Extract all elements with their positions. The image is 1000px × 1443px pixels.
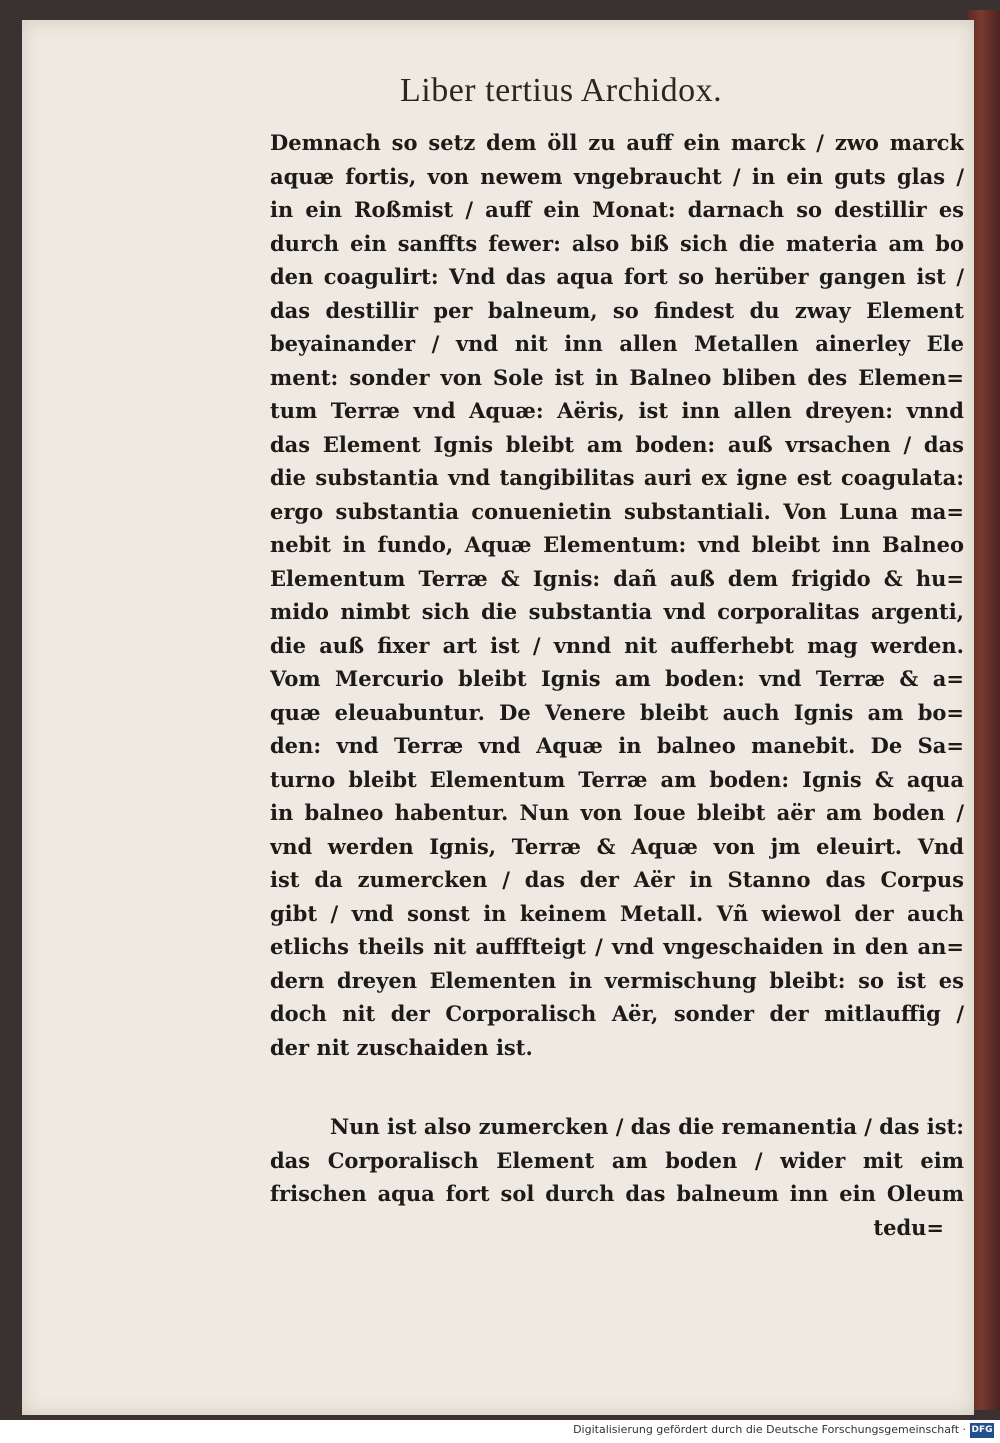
paragraph-gap	[270, 1064, 964, 1110]
text-line: aquæ fortis, von newem vngebraucht / in ein guts glas /	[270, 163, 964, 189]
text-line: Demnach so setz dem öll zu auff ein marck / zwo marck	[270, 130, 964, 155]
text-line: die substantia vnd tangibilitas auri ex igne est coagulata:	[270, 465, 964, 490]
text-line: quæ eleuabuntur. De Venere bleibt auch Ignis am bo=	[270, 699, 964, 725]
catchword: tedu=	[873, 1214, 944, 1240]
text-line: in ein Roßmist / auff ein Monat: darnach so destillir es	[270, 197, 964, 222]
text-line: Elementum Terræ & Ignis: dañ auß dem frigido & hu=	[270, 565, 964, 591]
text-line: ist da zumercken / das der Aër in Stanno das Corpus	[270, 867, 964, 892]
text-line: das Corporalisch Element am boden / wider mit eim	[270, 1147, 964, 1173]
text-line: ergo substantia conuenietin substantiali. Von Luna ma=	[270, 498, 964, 524]
text-line: den: vnd Terræ vnd Aquæ in balneo manebit. De Sa=	[270, 733, 964, 758]
text-line: durch ein sanffts fewer: also biß sich die materia am bo	[270, 230, 964, 256]
text-line: beyainander / vnd nit inn allen Metallen ainerley Ele	[270, 331, 964, 356]
text-line: turno bleibt Elementum Terræ am boden: Ignis & aqua	[270, 766, 964, 792]
footer-credit: Digitalisierung gefördert durch die Deutsche Forschungsgemeinschaft ·	[573, 1423, 966, 1436]
text-line: nebit in fundo, Aquæ Elementum: vnd bleibt inn Balneo	[270, 532, 964, 557]
text-line: doch nit der Corporalisch Aër, sonder der mitlauffig /	[270, 1001, 964, 1026]
text-line: tum Terræ vnd Aquæ: Aëris, ist inn allen dreyen: vnnd	[270, 398, 964, 423]
text-line: Nun ist also zumercken / das die remanentia / das ist:	[330, 1114, 964, 1139]
text-line: Vom Mercurio bleibt Ignis am boden: vnd Terræ & a=	[270, 666, 964, 691]
text-line: dern dreyen Elementen in vermischung bleibt: so ist es	[270, 967, 964, 993]
text-line: das Element Ignis bleibt am boden: auß vrsachen / das	[270, 431, 964, 457]
text-line: das destillir per balneum, so findest du zway Element	[270, 297, 964, 323]
body-text	[270, 126, 964, 1244]
text-line: der nit zuschaiden ist.	[270, 1034, 533, 1060]
text-line: die auß fixer art ist / vnnd nit aufferhebt mag werden.	[270, 632, 964, 658]
text-line: ment: sonder von Sole ist in Balneo bliben des Elemen=	[270, 364, 964, 390]
footer-bar	[0, 1420, 1000, 1443]
text-line: frischen aqua fort sol durch das balneum inn ein Oleum	[270, 1181, 964, 1206]
dfg-logo: DFG	[970, 1423, 994, 1438]
text-line: den coagulirt: Vnd das aqua fort so herüber gangen ist /	[270, 264, 964, 289]
text-line: etlichs theils nit aufffteigt / vnd vngeschaiden in den an=	[270, 934, 964, 959]
text-line: vnd werden Ignis, Terræ & Aquæ von jm eleuirt. Vnd	[270, 833, 964, 859]
text-line: in balneo habentur. Nun von Ioue bleibt aër am boden /	[270, 800, 964, 825]
text-line: gibt / vnd sonst in keinem Metall. Vñ wiewol der auch	[270, 900, 964, 926]
running-head: Liber tertius Archidox.	[400, 72, 723, 109]
text-line: mido nimbt sich die substantia vnd corporalitas argenti,	[270, 599, 964, 624]
